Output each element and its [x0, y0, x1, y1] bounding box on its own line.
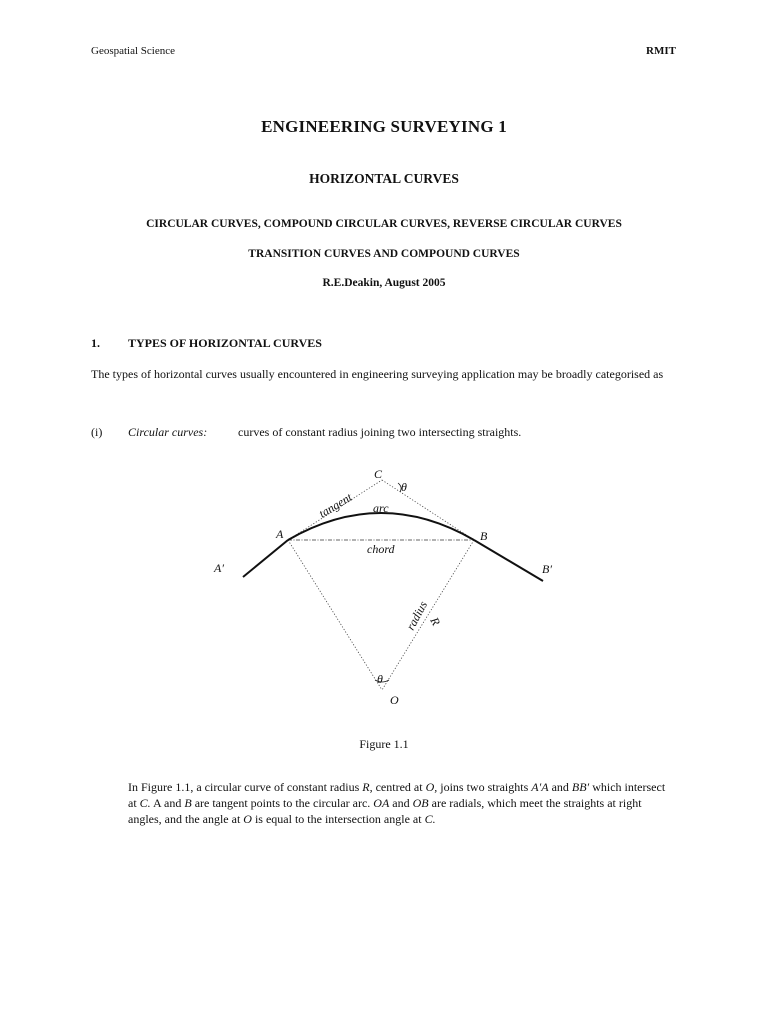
document-title: ENGINEERING SURVEYING 1	[261, 117, 507, 136]
para2-text: are radials, which meet the straights at right angles, and the angle at	[128, 796, 642, 826]
label-tangent: tangent	[316, 490, 355, 521]
para2-math: OA	[373, 796, 390, 810]
topic-line-1: CIRCULAR CURVES, COMPOUND CIRCULAR CURVES, REVERSE CIRCULAR CURVES	[146, 218, 622, 230]
radial-line-oa	[288, 540, 382, 690]
para2-text: centred at	[372, 780, 426, 794]
item-term: Circular curves:	[128, 425, 208, 439]
straight-b-b-prime	[474, 540, 543, 581]
para2-math: A′A	[531, 780, 549, 794]
para2-math: B	[184, 796, 192, 810]
section-number: 1.	[91, 336, 100, 350]
para2-math: OB	[412, 796, 429, 810]
item-description: curves of constant radius joining two intersecting straights.	[238, 425, 522, 439]
circular-arc	[288, 513, 474, 540]
topic-line-2: TRANSITION CURVES AND COMPOUND CURVES	[248, 248, 520, 260]
para2-text: are tangent points to the circular arc.	[191, 796, 374, 810]
para2-math: BB′	[571, 780, 590, 794]
para2-text: A and	[150, 796, 185, 810]
para2-math: O,	[425, 780, 438, 794]
label-arc: arc	[373, 501, 389, 515]
author-date: R.E.Deakin, August 2005	[322, 277, 446, 289]
tangent-line-cb	[382, 480, 474, 540]
figure-caption: Figure 1.1	[359, 737, 409, 751]
label-b-prime: B′	[542, 562, 552, 576]
label-r: R	[427, 614, 444, 628]
para2-math: R,	[362, 780, 373, 794]
label-a-prime: A′	[214, 561, 224, 575]
para2-text: which intersect at	[128, 780, 666, 810]
para2-text: In Figure 1.1, a circular curve of constant radius	[128, 780, 363, 794]
para2-math: O	[243, 812, 252, 826]
label-theta-c: θ	[401, 480, 407, 494]
label-chord: chord	[367, 542, 395, 556]
item-numeral: (i)	[91, 425, 103, 439]
document-subtitle: HORIZONTAL CURVES	[309, 171, 459, 186]
running-header-right: RMIT	[646, 45, 676, 57]
radial-line-ob	[382, 540, 474, 690]
label-theta-o: θ	[377, 672, 383, 686]
para2-text: and	[548, 780, 572, 794]
section-title: TYPES OF HORIZONTAL CURVES	[128, 336, 322, 350]
label-radius: radius	[403, 598, 431, 633]
para2-text: joins two straights	[437, 780, 532, 794]
para2-math: C.	[424, 812, 436, 826]
para2-text: is equal to the intersection angle at	[251, 812, 425, 826]
label-o: O	[390, 693, 399, 707]
figure-explanation-paragraph	[128, 779, 668, 827]
running-header-left: Geospatial Science	[91, 45, 175, 57]
label-a: A	[276, 527, 284, 541]
intro-paragraph: The types of horizontal curves usually encountered in engineering surveying application may be broadly categorised as	[91, 367, 664, 381]
straight-a-prime-a	[243, 540, 288, 577]
label-b: B	[480, 529, 488, 543]
para2-text: and	[389, 796, 413, 810]
para2-math: C.	[139, 796, 151, 810]
label-c: C	[374, 467, 383, 481]
